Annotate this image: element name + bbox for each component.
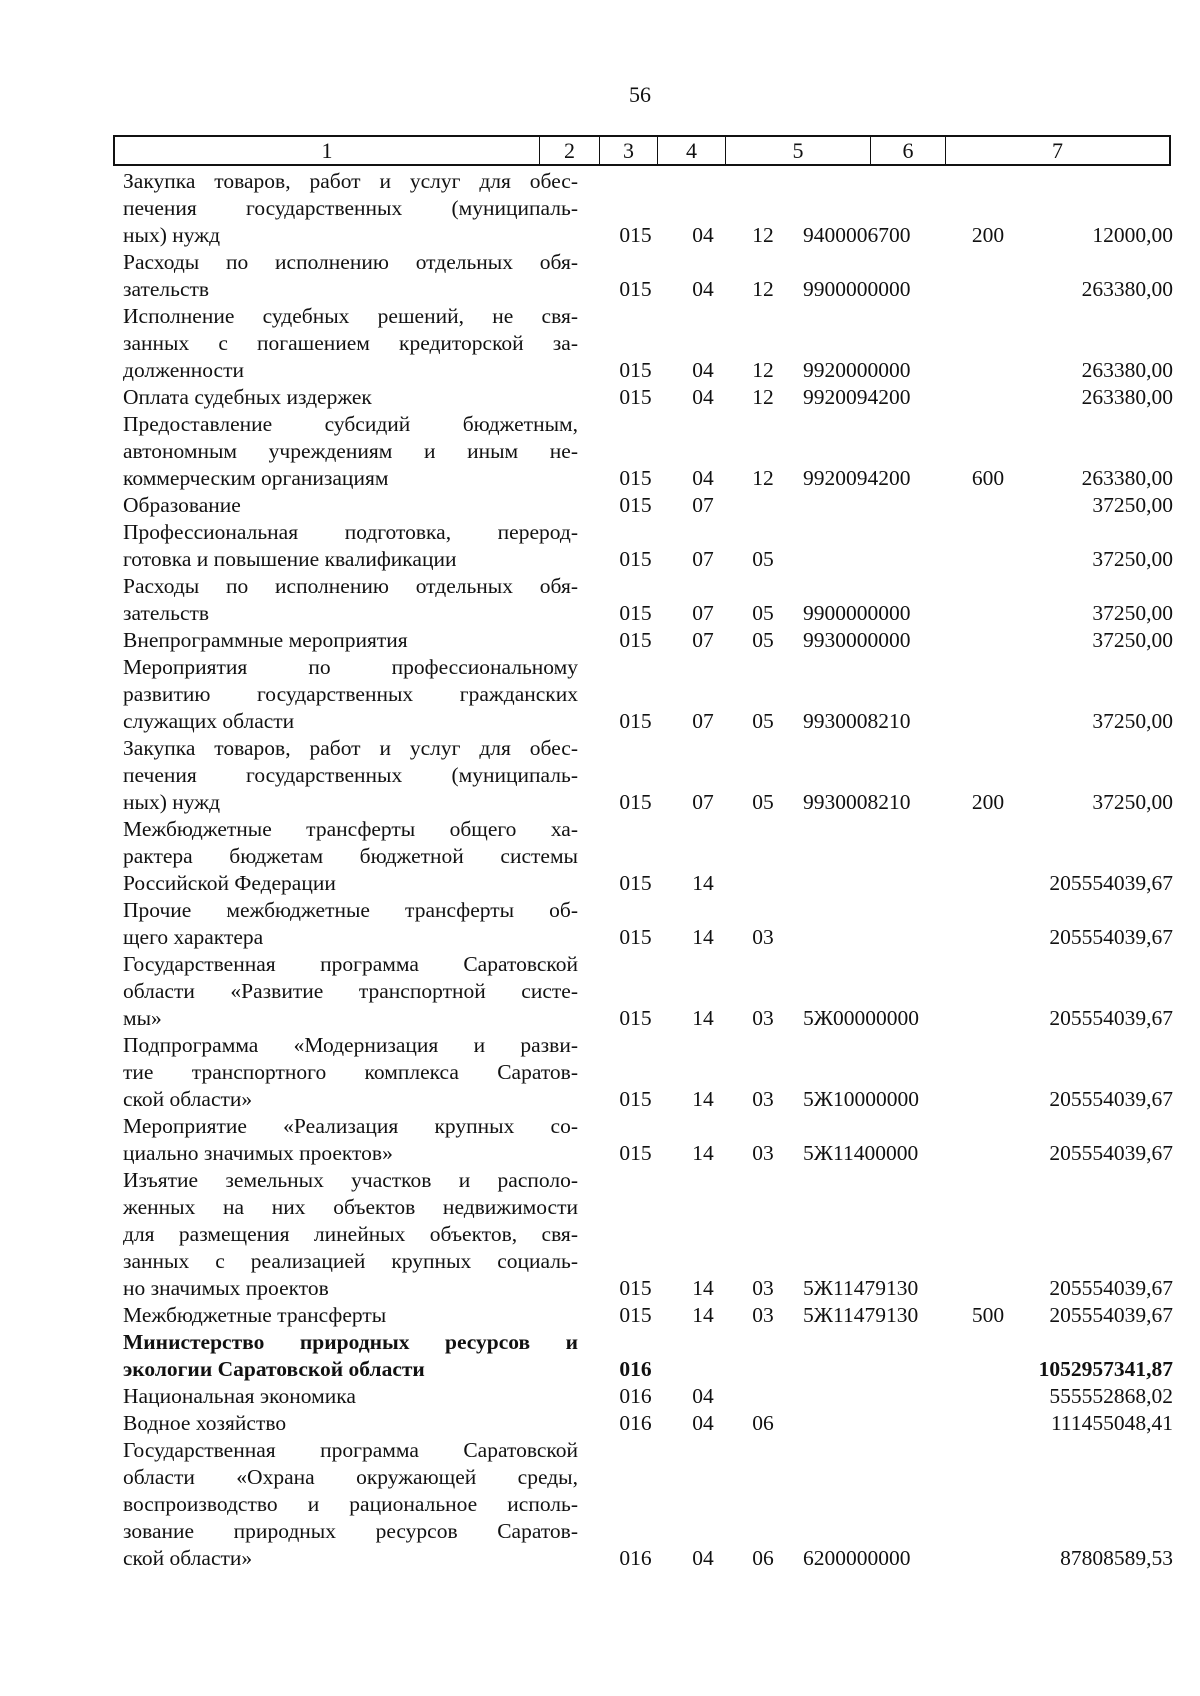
cell-c5: 6200000000	[803, 1546, 911, 1570]
cell-c5	[793, 1410, 953, 1437]
cell-c6	[953, 924, 1023, 951]
cell-c2: 015	[619, 601, 652, 625]
description-line: долженности	[123, 358, 244, 382]
cell-c4: 12	[752, 385, 774, 409]
cell-c5	[793, 870, 953, 897]
cell-c4: 05	[752, 628, 774, 652]
description-line: области «Охрана окружающей среды,	[123, 1465, 578, 1489]
table-header	[113, 135, 1171, 166]
table-row	[123, 1329, 1173, 1383]
table-row	[123, 1032, 1173, 1113]
cell-c3: 04	[692, 1384, 714, 1408]
cell-c4: 03	[752, 925, 774, 949]
cell-c6	[953, 1005, 1023, 1032]
table-row	[123, 573, 1173, 627]
cell-c2: 015	[619, 925, 652, 949]
cell-c7: 555552868,02	[1049, 1384, 1173, 1408]
header-col-1: 1	[115, 137, 540, 164]
description-line: Расходы по исполнению отдельных обя-	[123, 574, 578, 598]
header-col-2: 2	[540, 137, 600, 164]
row-description	[123, 627, 578, 654]
cell-c2: 015	[619, 1087, 652, 1111]
cell-c7: 37250,00	[1092, 790, 1173, 814]
cell-c3: 07	[692, 709, 714, 733]
table-row	[123, 627, 1173, 654]
description-line: Подпрограмма «Модернизация и разви-	[123, 1033, 578, 1057]
description-line: экологии Саратовской области	[123, 1357, 425, 1381]
cell-c6	[953, 1140, 1023, 1167]
cell-c5: 9930008210	[803, 790, 911, 814]
cell-c3: 14	[692, 1141, 714, 1165]
table-row	[123, 654, 1173, 735]
description-line: но значимых проектов	[123, 1276, 329, 1300]
description-line: циально значимых проектов»	[123, 1141, 393, 1165]
description-line: Прочие межбюджетные трансферты об-	[123, 898, 578, 922]
cell-c4: 05	[752, 709, 774, 733]
cell-c2: 016	[619, 1546, 652, 1570]
table-row	[123, 411, 1173, 492]
cell-c3: 07	[692, 493, 714, 517]
description-line: Закупка товаров, работ и услуг для обес-	[123, 169, 578, 193]
cell-c5: 9920094200	[803, 385, 911, 409]
cell-c4: 12	[752, 223, 774, 247]
cell-c3: 07	[692, 628, 714, 652]
table-row	[123, 951, 1173, 1032]
description-line: для размещения линейных объектов, свя-	[123, 1222, 578, 1246]
description-line: тие транспортного комплекса Саратов-	[123, 1060, 578, 1084]
cell-c3: 14	[692, 1276, 714, 1300]
cell-c5: 9930000000	[803, 628, 911, 652]
row-description	[123, 492, 578, 519]
cell-c2: 016	[619, 1357, 652, 1381]
cell-c2: 015	[619, 1006, 652, 1030]
cell-c6	[953, 870, 1023, 897]
cell-c6	[953, 384, 1023, 411]
cell-c3: 07	[692, 601, 714, 625]
description-line: Образование	[123, 493, 241, 517]
table-row	[123, 1302, 1173, 1329]
cell-c7: 205554039,67	[1049, 1006, 1173, 1030]
row-description	[123, 816, 578, 897]
cell-c2: 015	[619, 628, 652, 652]
cell-c2: 015	[619, 547, 652, 571]
cell-c3: 07	[692, 547, 714, 571]
description-line: занных с реализацией крупных социаль-	[123, 1249, 578, 1273]
cell-c2: 015	[619, 358, 652, 382]
row-description	[123, 411, 578, 492]
cell-c6	[953, 600, 1023, 627]
cell-c3: 14	[692, 925, 714, 949]
cell-c5: 5Ж11479130	[803, 1303, 919, 1327]
description-line: области «Развитие транспортной систе-	[123, 979, 578, 1003]
cell-c4: 03	[752, 1087, 774, 1111]
cell-c4	[733, 1356, 793, 1383]
header-col-5: 5	[726, 137, 871, 164]
description-line: печения государственных (муниципаль-	[123, 196, 578, 220]
cell-c2: 015	[619, 871, 652, 895]
page-number: 56	[629, 82, 651, 107]
cell-c3: 04	[692, 223, 714, 247]
cell-c7: 205554039,67	[1049, 1141, 1173, 1165]
description-line: Изъятие земельных участков и располо-	[123, 1168, 578, 1192]
table-row	[123, 1113, 1173, 1167]
cell-c5: 9920000000	[803, 358, 911, 382]
cell-c4: 03	[752, 1276, 774, 1300]
description-line: Расходы по исполнению отдельных обя-	[123, 250, 578, 274]
table-row	[123, 816, 1173, 897]
header-col-6: 6	[871, 137, 946, 164]
cell-c7: 37250,00	[1092, 601, 1173, 625]
cell-c2: 015	[619, 1141, 652, 1165]
cell-c5: 9920094200	[803, 466, 911, 490]
description-line: коммерческим организациям	[123, 466, 389, 490]
cell-c4: 06	[752, 1546, 774, 1570]
row-description	[123, 1329, 578, 1383]
row-description	[123, 1113, 578, 1167]
cell-c2: 016	[619, 1384, 652, 1408]
description-line: Внепрограммные мероприятия	[123, 628, 408, 652]
cell-c5	[793, 1383, 953, 1410]
cell-c7: 263380,00	[1081, 358, 1173, 382]
cell-c7: 205554039,67	[1049, 1087, 1173, 1111]
header-col-7: 7	[1052, 138, 1063, 163]
cell-c7: 37250,00	[1092, 628, 1173, 652]
row-description	[123, 519, 578, 573]
cell-c5: 9930008210	[803, 709, 911, 733]
cell-c6	[953, 1545, 1023, 1572]
table-row	[123, 897, 1173, 951]
cell-c4	[733, 492, 793, 519]
cell-c2: 015	[619, 790, 652, 814]
table-row	[123, 168, 1173, 249]
cell-c3: 14	[692, 1087, 714, 1111]
cell-c6: 200	[971, 223, 1005, 247]
cell-c3: 04	[692, 1546, 714, 1570]
cell-c3: 04	[692, 466, 714, 490]
cell-c5	[793, 1356, 953, 1383]
description-line: щего характера	[123, 925, 264, 949]
cell-c3: 04	[692, 277, 714, 301]
cell-c5: 9400006700	[803, 223, 911, 247]
row-description	[123, 897, 578, 951]
cell-c7: 12000,00	[1092, 223, 1173, 247]
row-description	[123, 1302, 578, 1329]
cell-c7: 37250,00	[1092, 709, 1173, 733]
cell-c6	[953, 276, 1023, 303]
row-description	[123, 1383, 578, 1410]
cell-c2: 015	[619, 1276, 652, 1300]
cell-c3: 04	[692, 385, 714, 409]
row-description	[123, 168, 578, 249]
cell-c2: 016	[619, 1411, 652, 1435]
cell-c7: 205554039,67	[1049, 871, 1173, 895]
description-line: Государственная программа Саратовской	[123, 952, 578, 976]
description-line: Водное хозяйство	[123, 1411, 287, 1435]
description-line: зование природных ресурсов Саратов-	[123, 1519, 578, 1543]
description-line: автономным учреждениям и иным не-	[123, 439, 578, 463]
cell-c3: 04	[692, 1411, 714, 1435]
table-body	[123, 168, 1173, 1572]
description-line: зательств	[123, 601, 210, 625]
description-line: развитию государственных гражданских	[123, 682, 578, 706]
cell-c6	[953, 627, 1023, 654]
table-row	[123, 1437, 1173, 1572]
table-row	[123, 1167, 1173, 1302]
row-description	[123, 303, 578, 384]
description-line: мы»	[123, 1006, 162, 1030]
table-row	[123, 1383, 1173, 1410]
header-col-4: 4	[658, 137, 726, 164]
cell-c6	[953, 1275, 1023, 1302]
cell-c4: 12	[752, 358, 774, 382]
description-line: ных) нужд	[123, 790, 221, 814]
description-line: Мероприятие «Реализация крупных со-	[123, 1114, 578, 1138]
cell-c5: 5Ж00000000	[803, 1006, 920, 1030]
cell-c2: 015	[619, 223, 652, 247]
cell-c2: 015	[619, 466, 652, 490]
description-line: Межбюджетные трансферты	[123, 1303, 387, 1327]
cell-c6	[953, 1086, 1023, 1113]
description-line: рактера бюджетам бюджетной системы	[123, 844, 578, 868]
cell-c2: 015	[619, 277, 652, 301]
cell-c2: 015	[619, 385, 652, 409]
header-col-3: 3	[600, 137, 658, 164]
row-description	[123, 384, 578, 411]
cell-c2: 015	[619, 493, 652, 517]
description-line: служащих области	[123, 709, 295, 733]
description-line: Национальная экономика	[123, 1384, 356, 1408]
description-line: Предоставление субсидий бюджетным,	[123, 412, 578, 436]
table-row	[123, 735, 1173, 816]
cell-c4: 05	[752, 547, 774, 571]
row-description	[123, 1437, 578, 1572]
cell-c3: 14	[692, 1006, 714, 1030]
cell-c6: 200	[971, 790, 1005, 814]
description-line: ской области»	[123, 1087, 253, 1111]
row-description	[123, 1410, 578, 1437]
cell-c3: 14	[692, 1303, 714, 1327]
cell-c4: 05	[752, 790, 774, 814]
cell-c3: 04	[692, 358, 714, 382]
cell-c5	[793, 492, 953, 519]
cell-c4: 05	[752, 601, 774, 625]
description-line: ской области»	[123, 1546, 253, 1570]
row-description	[123, 1167, 578, 1302]
description-line: Профессиональная подготовка, переpод-	[123, 520, 578, 544]
cell-c5: 5Ж10000000	[803, 1087, 920, 1111]
cell-c4	[733, 870, 793, 897]
cell-c4: 12	[752, 277, 774, 301]
cell-c2: 015	[619, 709, 652, 733]
cell-c4: 12	[752, 466, 774, 490]
cell-c3	[673, 1356, 733, 1383]
cell-c6	[953, 1383, 1023, 1410]
description-line: Оплата судебных издержек	[123, 385, 372, 409]
cell-c7: 1052957341,87	[1038, 1357, 1173, 1381]
description-line: печения государственных (муниципаль-	[123, 763, 578, 787]
row-description	[123, 654, 578, 735]
cell-c7: 263380,00	[1081, 385, 1173, 409]
cell-c5	[793, 546, 953, 573]
cell-c5	[793, 924, 953, 951]
description-line: ных) нужд	[123, 223, 221, 247]
cell-c4: 03	[752, 1141, 774, 1165]
cell-c4	[733, 1383, 793, 1410]
cell-c7: 87808589,53	[1060, 1546, 1173, 1570]
table-row	[123, 249, 1173, 303]
row-description	[123, 249, 578, 303]
table-row	[123, 384, 1173, 411]
description-line: воспроизводство и рациональное исполь-	[123, 1492, 578, 1516]
cell-c7: 37250,00	[1092, 547, 1173, 571]
cell-c3: 07	[692, 790, 714, 814]
description-line: Российской Федерации	[123, 871, 336, 895]
cell-c6	[953, 708, 1023, 735]
description-line: готовка и повышение квалификации	[123, 547, 457, 571]
table-row	[123, 1410, 1173, 1437]
cell-c7: 263380,00	[1081, 277, 1173, 301]
cell-c6: 500	[971, 1303, 1005, 1327]
table-row	[123, 303, 1173, 384]
description-line: зательств	[123, 277, 210, 301]
table-row	[123, 492, 1173, 519]
cell-c6	[953, 546, 1023, 573]
description-line: Государственная программа Саратовской	[123, 1438, 578, 1462]
description-line: женных на них объектов недвижимости	[123, 1195, 578, 1219]
row-description	[123, 951, 578, 1032]
row-description	[123, 735, 578, 816]
row-description	[123, 1032, 578, 1113]
cell-c7: 205554039,67	[1049, 1276, 1173, 1300]
cell-c4: 03	[752, 1303, 774, 1327]
cell-c4: 03	[752, 1006, 774, 1030]
cell-c5: 5Ж11479130	[803, 1276, 919, 1300]
cell-c3: 14	[692, 871, 714, 895]
cell-c4: 06	[752, 1411, 774, 1435]
cell-c6	[953, 1410, 1023, 1437]
table-row	[123, 519, 1173, 573]
cell-c5: 9900000000	[803, 277, 911, 301]
description-line: Мероприятия по профессиональному	[123, 655, 578, 679]
description-line: Исполнение судебных решений, не свя-	[123, 304, 578, 328]
cell-c7: 111455048,41	[1050, 1411, 1173, 1435]
cell-c5: 9900000000	[803, 601, 911, 625]
cell-c7: 37250,00	[1092, 493, 1173, 517]
cell-c6: 600	[971, 466, 1005, 490]
description-line: занных с погашением кредиторской за-	[123, 331, 578, 355]
cell-c2: 015	[619, 1303, 652, 1327]
description-line: Закупка товаров, работ и услуг для обес-	[123, 736, 578, 760]
cell-c6	[953, 492, 1023, 519]
cell-c5: 5Ж11400000	[803, 1141, 919, 1165]
cell-c6	[953, 357, 1023, 384]
cell-c7: 205554039,67	[1049, 925, 1173, 949]
description-line: Министерство природных ресурсов и	[123, 1330, 578, 1354]
description-line: Межбюджетные трансферты общего ха-	[123, 817, 578, 841]
cell-c6	[953, 1356, 1023, 1383]
row-description	[123, 573, 578, 627]
cell-c7: 205554039,67	[1049, 1303, 1173, 1327]
cell-c7: 263380,00	[1081, 466, 1173, 490]
